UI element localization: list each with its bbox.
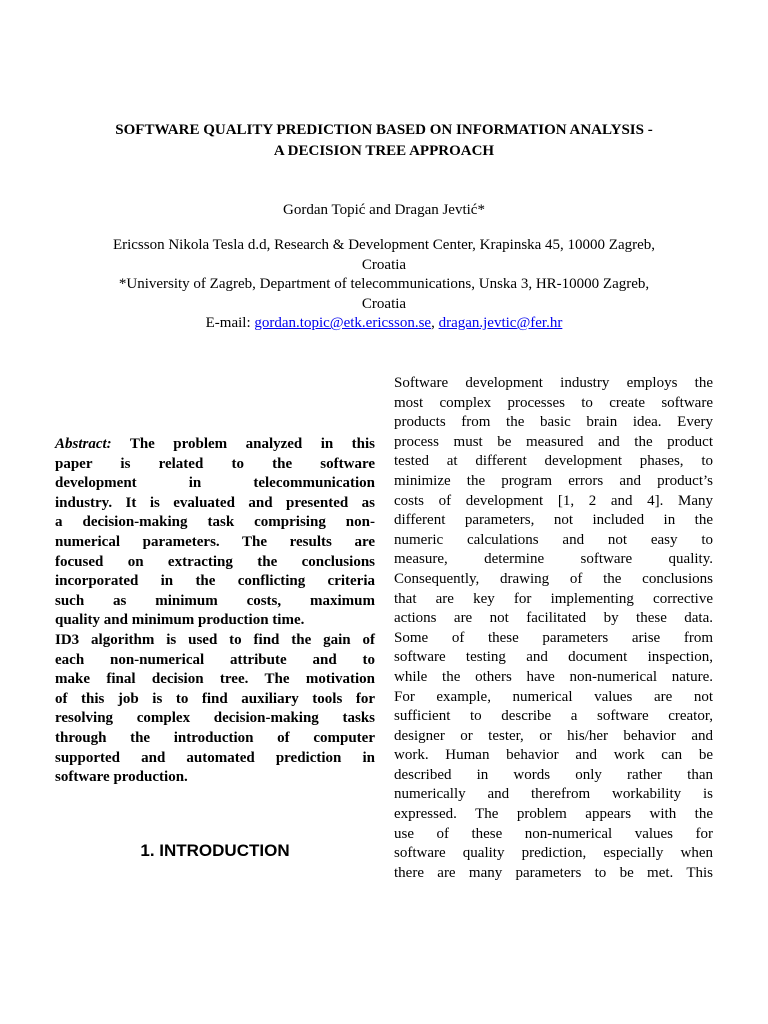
email-link-jevtic[interactable]: dragan.jevtic@fer.hr xyxy=(438,315,563,331)
abstract-line: paper is related to the software xyxy=(55,455,375,472)
body-line: that are key for implementing corrective xyxy=(394,590,713,607)
abstract-first-line-text: The problem analyzed in this xyxy=(111,436,375,452)
body-line: work. Human behavior and work can be xyxy=(394,747,713,764)
body-line: while the others have non-numerical nature. xyxy=(394,668,713,685)
abstract-line: each non-numerical attribute and to xyxy=(55,651,375,668)
body-line: numeric calculations and not easy to xyxy=(394,531,713,548)
title-line: A DECISION TREE APPROACH xyxy=(273,143,495,159)
abstract xyxy=(55,435,375,788)
email-separator: , xyxy=(431,315,439,331)
email-label: E-mail: xyxy=(205,315,255,331)
abstract-line: make final decision tree. The motivation xyxy=(55,671,375,688)
abstract-line: such as minimum costs, maximum xyxy=(55,592,375,609)
title-line: SOFTWARE QUALITY PREDICTION BASED ON INFORMATION ANALYSIS - xyxy=(115,122,653,138)
abstract-line: through the introduction of computer xyxy=(55,729,375,746)
body-line: there are many parameters to be met. This xyxy=(394,864,713,881)
body-line: tested at different development phases, to xyxy=(394,453,713,470)
affiliation-line: Croatia xyxy=(361,256,407,273)
body-line: sufficient to describe a software creator, xyxy=(394,708,713,725)
email-link-topic[interactable]: gordan.topic@etk.ericsson.se xyxy=(254,315,432,331)
body-line: expressed. The problem appears with the xyxy=(394,806,713,823)
abstract-line: numerical parameters. The results are xyxy=(55,533,375,550)
abstract-first-line xyxy=(55,435,375,455)
abstract-line: supported and automated prediction in xyxy=(55,749,375,766)
introduction-body xyxy=(394,374,713,883)
authors: Gordan Topić and Dragan Jevtić* xyxy=(283,202,485,218)
abstract-line: quality and minimum production time. xyxy=(55,612,305,629)
abstract-line: ID3 algorithm is used to find the gain of xyxy=(55,631,375,648)
abstract-label: Abstract: xyxy=(55,436,112,452)
affiliation-line: *University of Zagreb, Department of telecommunications, Unska 3, HR-10000 Zagreb, xyxy=(118,276,650,292)
abstract-line: industry. It is evaluated and presented as xyxy=(55,494,375,511)
body-line: use of these non-numerical values for xyxy=(394,825,713,842)
body-line: process must be measured and the product xyxy=(394,433,713,450)
abstract-line: a decision-making task comprising non- xyxy=(55,514,375,531)
body-line: most complex processes to create software xyxy=(394,394,713,411)
section-heading-introduction: 1. INTRODUCTION xyxy=(140,841,290,860)
body-line: numerically and therefrom workability is xyxy=(394,786,713,803)
abstract-line: resolving complex decision-making tasks xyxy=(55,710,375,727)
body-line: described in words only rather than xyxy=(394,766,713,783)
affiliations xyxy=(40,236,728,334)
body-line: Consequently, drawing of the conclusions xyxy=(394,570,713,587)
email-line xyxy=(40,314,728,334)
body-line: For example, numerical values are not xyxy=(394,688,713,705)
abstract-line: software production. xyxy=(55,769,188,786)
body-line: software testing and document inspection, xyxy=(394,649,713,666)
body-line: software quality prediction, especially when xyxy=(394,845,713,862)
abstract-line: of this job is to find auxiliary tools for xyxy=(55,690,375,707)
body-line: costs of development [1, 2 and 4]. Many xyxy=(394,492,713,509)
abstract-line: development in telecommunication xyxy=(55,475,375,492)
affiliation-line: Croatia xyxy=(361,295,407,312)
body-line: actions are not facilitated by these data. xyxy=(394,610,713,627)
body-line: measure, determine software quality. xyxy=(394,551,713,568)
abstract-line: incorporated in the conflicting criteria xyxy=(55,573,375,590)
body-line: designer or tester, or his/her behavior and xyxy=(394,727,713,744)
body-line: Some of these parameters arise from xyxy=(394,629,713,646)
body-line: Software development industry employs the xyxy=(394,375,713,391)
paper-title xyxy=(40,120,728,162)
body-line: products from the basic brain idea. Every xyxy=(394,414,713,431)
affiliation-line: Ericsson Nikola Tesla d.d, Research & Development Center, Krapinska 45, 10000 Zagreb, xyxy=(112,237,656,253)
body-line: minimize the program errors and product’s xyxy=(394,472,713,489)
body-line: different parameters, not included in the xyxy=(394,512,713,529)
abstract-line: focused on extracting the conclusions xyxy=(55,553,375,570)
